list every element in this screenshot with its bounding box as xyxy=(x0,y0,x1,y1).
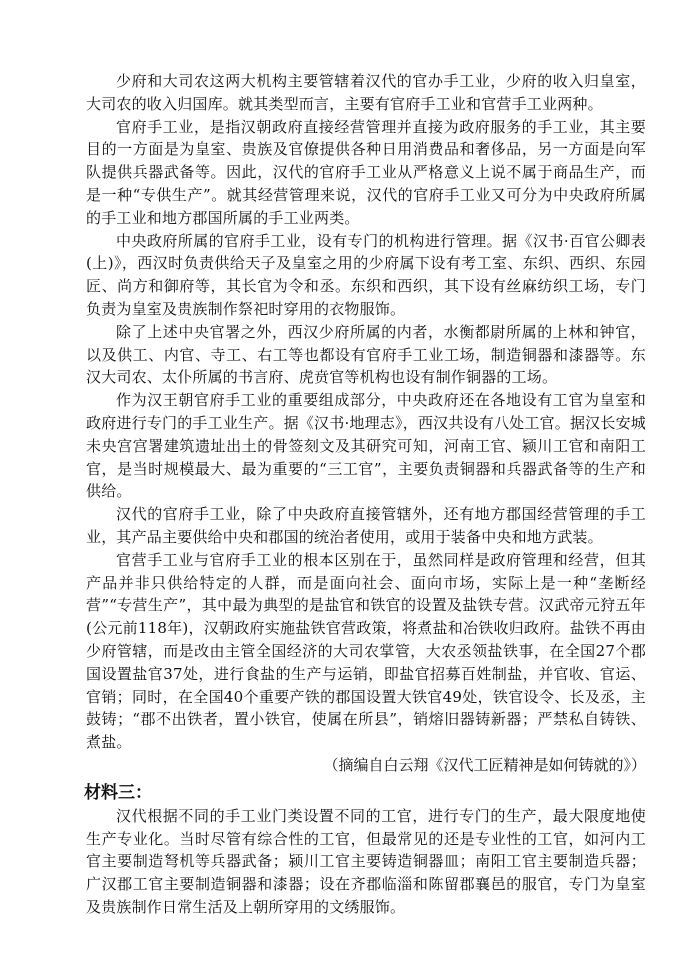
paragraph-6: 汉代的官府手工业，除了中央政府直接管辖外，还有地方郡国经营管理的手工业，其产品主要供给中央和郡国的统治者使用，或用于装备中央和地方武装。 xyxy=(86,505,646,546)
source-citation: （摘编自白云翔《汉代工匠精神是如何铸就的》） xyxy=(323,755,646,774)
paragraph-2: 官府手工业，是指汉朝政府直接经营管理并直接为政府服务的手工业，其主要目的一方面是为皇室、贵族及官僚提供各种日用消费品和奢侈品，另一方面是向军队提供兵器武备等。因此，汉代的官府手工业从严格意义上说不属于商品生产，而是一种“专供生产”。就其经营管理来说，汉代的官府手工业又可分为中央政府所属的手工业和地方郡国所属的手工业两类。 xyxy=(86,117,646,227)
paragraph-4: 除了上述中央官署之外，西汉少府所属的内者，水衡都尉所属的上林和钟官，以及供工、内官、寺工、右工等也都设有官府手工业工场，制造铜器和漆器等。东汉大司农、太仆所属的书言府、虎贲官等机构也设有制作铜器的工场。 xyxy=(86,322,646,387)
paragraph-5: 作为汉王朝官府手工业的重要组成部分，中央政府还在各地设有工官为皇室和政府进行专门的手工业生产。据《汉书·地理志》，西汉共设有八处工官。据汉长安城未央宫宫署建筑遗址出土的骨签刻文及其研究可知，河南工官、颍川工官和南阳工官，是当时规模最大、最为重要的“三工官”，主要负责铜器和兵器武备等的生产和供给。 xyxy=(86,391,646,501)
material-3-paragraph: 汉代根据不同的手工业门类设置不同的工官，进行专门的生产，最大限度地使生产专业化。当时尽管有综合性的工官，但最常见的还是专业性的工官，如河内工官主要制造弩机等兵器武备；颍川工官主要铸造铜器皿；南阳工官主要制造兵器；广汉郡工官主要制造铜器和漆器；设在齐郡临淄和陈留郡襄邑的服官，专门为皇室及贵族制作日常生活及上朝所穿用的文绣服饰。 xyxy=(86,806,646,916)
paragraph-1: 少府和大司农这两大机构主要管辖着汉代的官办手工业，少府的收入归皇室，大司农的收入归国库。就其类型而言，主要有官府手工业和官营手工业两种。 xyxy=(86,72,646,113)
article-body xyxy=(86,70,646,919)
paragraph-3: 中央政府所属的官府手工业，设有专门的机构进行管理。据《汉书·百官公卿表(上)》，西汉时负责供给天子及皇室之用的少府属下设有考工室、东织、西织、东园匠、尚方和御府等，其长官为令和丞。东织和西织，其下设有丝麻纺织工场，专门负责为皇室及贵族制作祭祀时穿用的衣物服饰。 xyxy=(86,231,646,318)
material-3-heading: 材料三： xyxy=(84,782,152,803)
paragraph-7: 官营手工业与官府手工业的根本区别在于，虽然同样是政府管理和经营，但其产品并非只供给特定的人群，而是面向社会、面向市场，实际上是一种“垄断经营”“专营生产”，其中最为典型的是盐官和铁官的设置及盐铁专营。汉武帝元狩五年(公元前118年)，汉朝政府实施盐铁官营政策，将煮盐和冶铁收归政府。盐铁不再由少府管辖，而是改由主管全国经济的大司农掌管，大农丞领盐铁事，在全国27个郡国设置盐官37处，进行食盐的生产与运销，即盐官招募百姓制盐，并官收、官运、官销；同时，在全国40个重要产铁的郡国设置大铁官49处，铁官设令、长及丞，主鼓铸；“郡不出铁者，置小铁官，使属在所县”，销熔旧器铸新器；严禁私自铸铁、煮盐。 xyxy=(86,550,646,752)
